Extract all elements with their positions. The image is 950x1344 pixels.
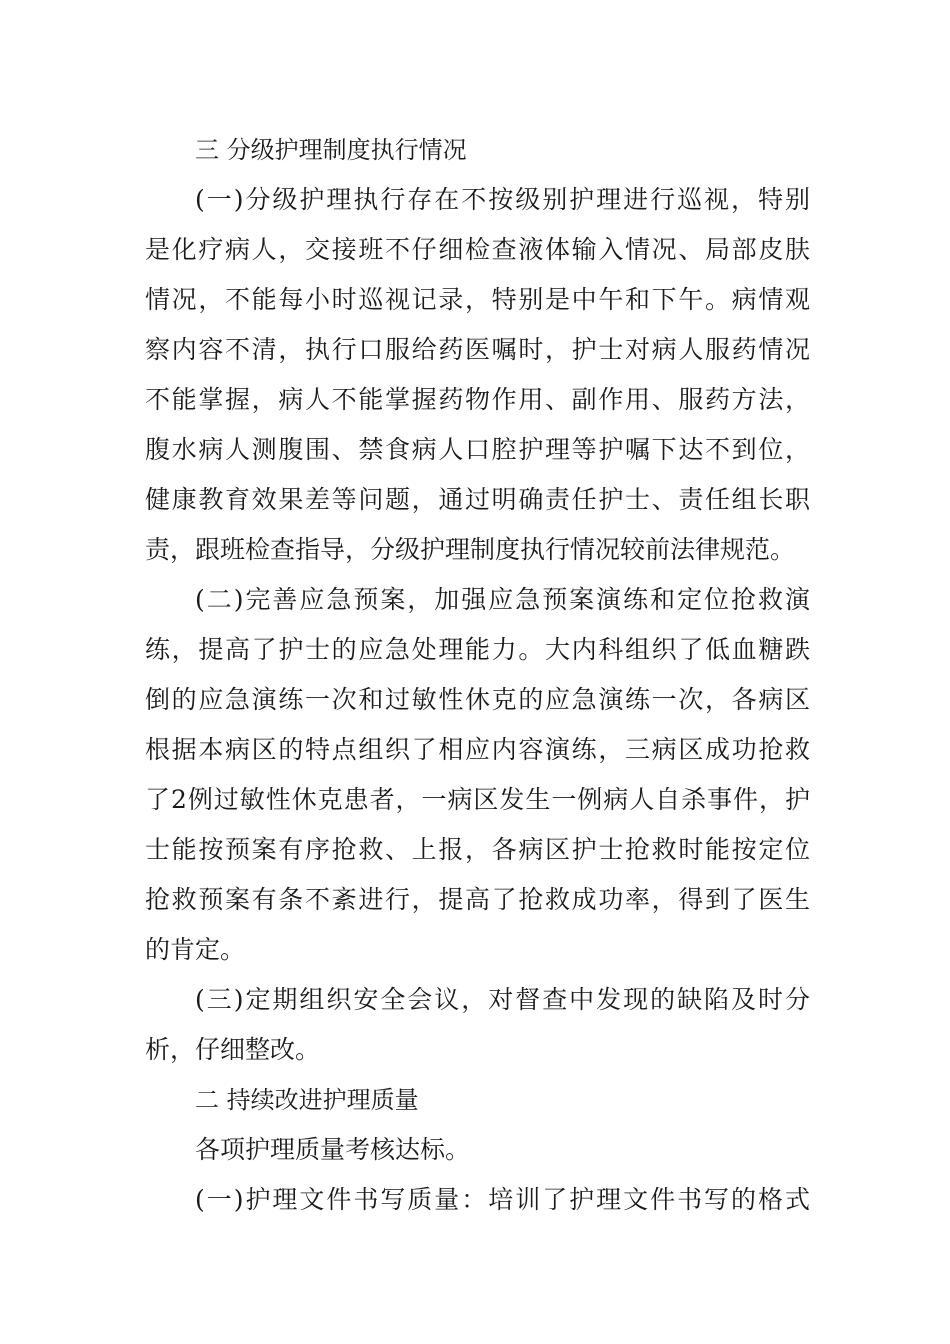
paragraph-line: 根据本病区的特点组织了相应内容演练，三病区成功抢救 (145, 735, 810, 764)
paragraph-line: (二)完善应急预案，加强应急预案演练和定位抢救演 (195, 585, 810, 614)
paragraph-line: 情况，不能每小时巡视记录，特别是中午和下午。病情观 (145, 285, 810, 314)
paragraph-line: (一)分级护理执行存在不按级别护理进行巡视，特别 (195, 185, 810, 214)
paragraph-line: 各项护理质量考核达标。 (195, 1135, 471, 1164)
paragraph-line: 析，仔细整改。 (145, 1035, 321, 1064)
paragraph-line: 察内容不清，执行口服给药医嘱时，护士对病人服药情况 (145, 335, 810, 364)
paragraph-line: (三)定期组织安全会议，对督查中发现的缺陷及时分 (195, 985, 810, 1014)
section-heading-3: 三 分级护理制度执行情况 (195, 136, 467, 164)
paragraph-line: 健康教育效果差等问题，通过明确责任护士、责任组长职 (145, 485, 810, 514)
paragraph-line: 的肯定。 (145, 935, 246, 964)
paragraph-line: 腹水病人测腹围、禁食病人口腔护理等护嘱下达不到位， (145, 435, 810, 464)
paragraph-line: 不能掌握，病人不能掌握药物作用、副作用、服药方法， (145, 385, 810, 414)
paragraph-line: 倒的应急演练一次和过敏性休克的应急演练一次，各病区 (145, 685, 810, 714)
section-heading-2: 二 持续改进护理质量 (195, 1086, 419, 1114)
paragraph-line: 练，提高了护士的应急处理能力。大内科组织了低血糖跌 (145, 635, 810, 664)
paragraph-line: 责，跟班检查指导，分级护理制度执行情况较前法律规范。 (145, 535, 796, 564)
paragraph-line: 抢救预案有条不紊进行，提高了抢救成功率，得到了医生 (145, 885, 810, 914)
paragraph-line: 士能按预案有序抢救、上报，各病区护士抢救时能按定位 (145, 835, 810, 864)
paragraph-line: 是化疗病人，交接班不仔细检查液体输入情况、局部皮肤 (145, 235, 810, 264)
paragraph-line: (一)护理文件书写质量：培训了护理文件书写的格式 (195, 1185, 810, 1214)
paragraph-line: 了2例过敏性休克患者，一病区发生一例病人自杀事件，护 (145, 785, 810, 814)
